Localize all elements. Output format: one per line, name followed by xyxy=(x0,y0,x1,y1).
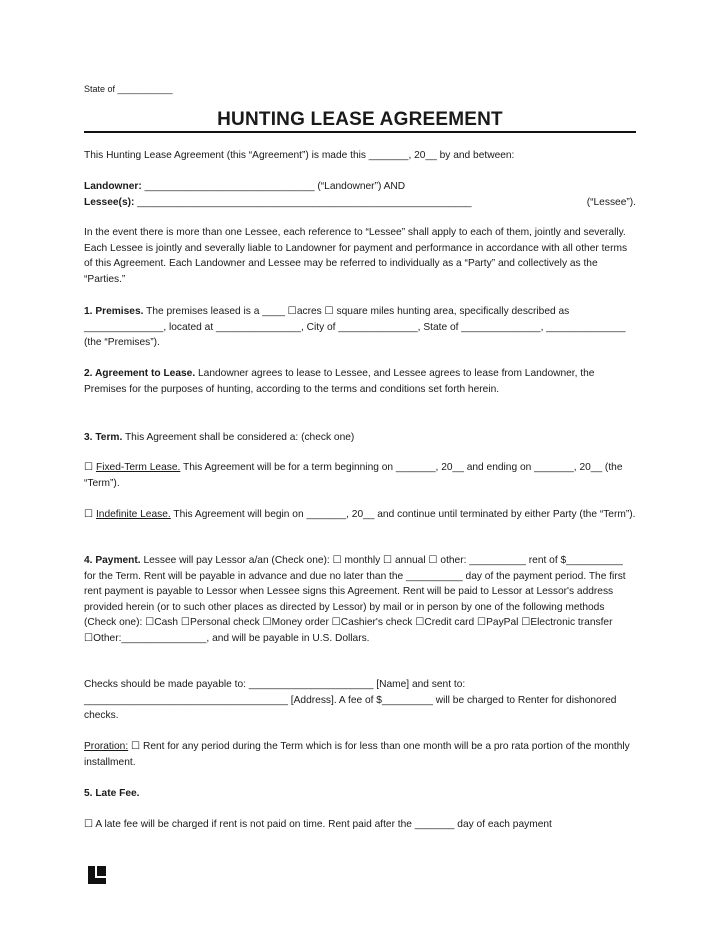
indefinite-label: Indefinite Lease. xyxy=(95,509,171,520)
state-line: State of ___________ xyxy=(84,84,173,94)
proration-text: ☐ Rent for any period during the Term which is for less than one month will be a pro rata portion of the monthly installment. xyxy=(84,741,630,768)
premises-text: The premises leased is a ____ ☐acres ☐ square miles hunting area, specifically described as ______________, located at _______________, City of ______________, State of ______________, ______________ (the “Premises”). xyxy=(84,306,626,348)
fixed-term-label: Fixed-Term Lease. xyxy=(95,462,181,473)
lessee-suffix: (“Lessee”). xyxy=(586,197,636,208)
lessee-line xyxy=(84,195,636,211)
payment-text: Lessee will pay Lessor a/an (Check one): ☐ monthly ☐ annual ☐ other: __________ rent of $__________ for the Term. Rent will be payable in advance and due no later than the __________ day of the payment period. The first rent payment is payable to Lessor when Lessee signs this Agreement. Rent will be paid to Lessor at Lessor's address provided herein (or to such other places as directed by Lessor) by mail or in person by one of the following methods (Check one): ☐Cash ☐Personal check ☐Money order ☐Cashier's check ☐Credit card ☐PayPal ☐Electronic transfer ☐Other:_______________, and will be payable in U.S. Dollars. xyxy=(84,555,626,644)
agreement-heading: 2. Agreement to Lease. xyxy=(84,368,196,379)
indefinite-checkbox[interactable]: ☐ xyxy=(84,509,96,520)
indefinite-text: This Agreement will begin on _______, 20__ and continue until terminated by either Party (the “Term”). xyxy=(170,509,636,520)
term-text: This Agreement shall be considered a: (check one) xyxy=(122,432,355,443)
landowner-label: Landowner: xyxy=(84,181,142,192)
brand-logo-icon xyxy=(88,866,106,884)
fixed-term-paragraph xyxy=(84,460,636,491)
proration-label: Proration: xyxy=(84,741,129,752)
payment-paragraph xyxy=(84,553,636,646)
premises-heading: 1. Premises. xyxy=(84,306,144,317)
lessee-label: Lessee(s): xyxy=(84,197,135,208)
checks-paragraph: Checks should be made payable to: ______________________ [Name] and sent to: ____________________________________ [Address]. A fee of $_________ will be charged to Renter for dishonored checks. xyxy=(84,679,617,721)
document-title: HUNTING LEASE AGREEMENT xyxy=(217,109,503,130)
joint-liability-paragraph: In the event there is more than one Lessee, each reference to “Lessee” shall apply to each of them, jointly and severally. Each Lessee is jointly and severally liable to Landowner for payment and performance in accordance with all other terms of this Agreement. Each Landowner and Lessee may be referred to individually as a “Party” and collectively as the “Parties.” xyxy=(84,227,628,285)
fixed-term-checkbox[interactable]: ☐ xyxy=(84,462,96,473)
late-fee-heading: 5. Late Fee. xyxy=(84,788,140,799)
landowner-line xyxy=(84,179,636,195)
payment-heading: 4. Payment. xyxy=(84,555,141,566)
agreement-text: Landowner agrees to lease to Lessee, and Lessee agrees to lease from Landowner, the Premises for the purposes of hunting, according to the terms and conditions set forth herein. xyxy=(84,368,595,395)
premises-paragraph xyxy=(84,304,636,351)
fixed-term-text: This Agreement will be for a term beginning on _______, 20__ and ending on _______, 20__ (the “Term”). xyxy=(84,462,623,489)
title-divider xyxy=(84,131,636,133)
proration-paragraph xyxy=(84,739,636,770)
term-paragraph xyxy=(84,430,636,446)
agreement-paragraph xyxy=(84,366,636,397)
intro-paragraph: This Hunting Lease Agreement (this “Agreement”) is made this _______, 20__ by and between: xyxy=(84,150,515,161)
indefinite-paragraph xyxy=(84,507,636,523)
term-heading: 3. Term. xyxy=(84,432,123,443)
lessee-field: ___________________________________________________________ xyxy=(137,197,472,208)
landowner-field: ______________________________ (“Landowner”) AND xyxy=(144,181,406,192)
late-fee-paragraph: ☐ A late fee will be charged if rent is not paid on time. Rent paid after the _______ day of each payment xyxy=(84,819,552,830)
